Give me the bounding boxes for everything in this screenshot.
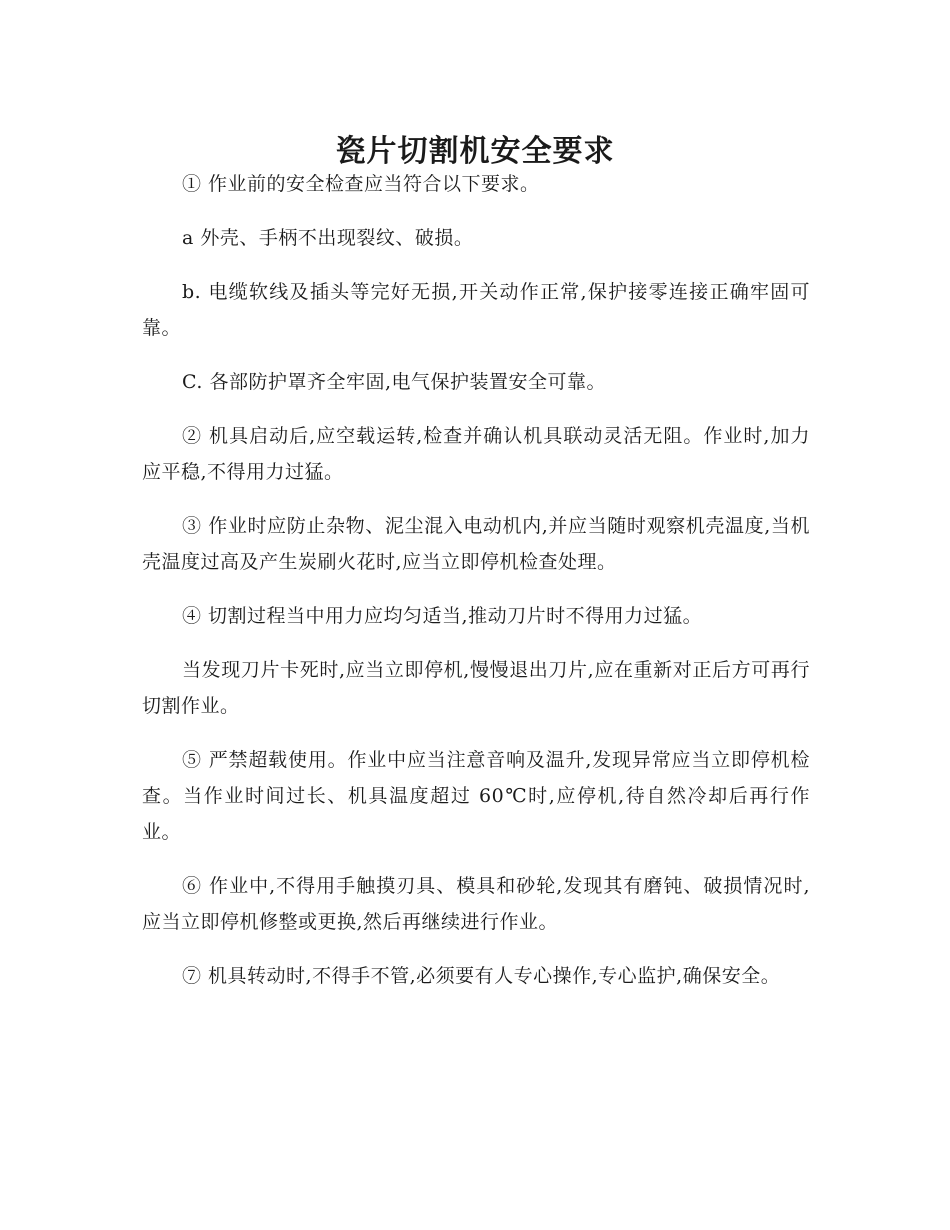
paragraph-11: ⑦ 机具转动时,不得手不管,必须要有人专心操作,专心监护,确保安全。	[182, 965, 781, 987]
paragraph-9: ⑤ 严禁超载使用。作业中应当注意音响及温升,发现异常应当立即停机检查。当作业时间过长、机具温度超过 60℃时,应停机,待自然冷却后再行作业。	[142, 749, 810, 843]
paragraph-4: C. 各部防护罩齐全牢固,电气保护装置安全可靠。	[182, 371, 606, 393]
paragraph-5: ② 机具启动后,应空载运转,检查并确认机具联动灵活无阻。作业时,加力应平稳,不得用力过猛。	[142, 425, 810, 483]
paragraph-7: ④ 切割过程当中用力应均匀适当,推动刀片时不得用力过猛。	[182, 605, 703, 627]
paragraph-8: 当发现刀片卡死时,应当立即停机,慢慢退出刀片,应在重新对正后方可再行切割作业。	[142, 659, 810, 717]
paragraph-2: a 外壳、手柄不出现裂纹、破损。	[182, 227, 474, 249]
document-body	[142, 166, 810, 1012]
paragraph-1: ① 作业前的安全检查应当符合以下要求。	[182, 173, 540, 195]
paragraph-6: ③ 作业时应防止杂物、泥尘混入电动机内,并应当随时观察机壳温度,当机壳温度过高及产生炭刷火花时,应当立即停机检查处理。	[142, 515, 810, 573]
document-title: 瓷片切割机安全要求	[335, 134, 615, 170]
paragraph-3: b. 电缆软线及插头等完好无损,开关动作正常,保护接零连接正确牢固可靠。	[142, 281, 810, 339]
paragraph-10: ⑥ 作业中,不得用手触摸刃具、模具和砂轮,发现其有磨钝、破损情况时,应当立即停机修整或更换,然后再继续进行作业。	[142, 875, 810, 933]
